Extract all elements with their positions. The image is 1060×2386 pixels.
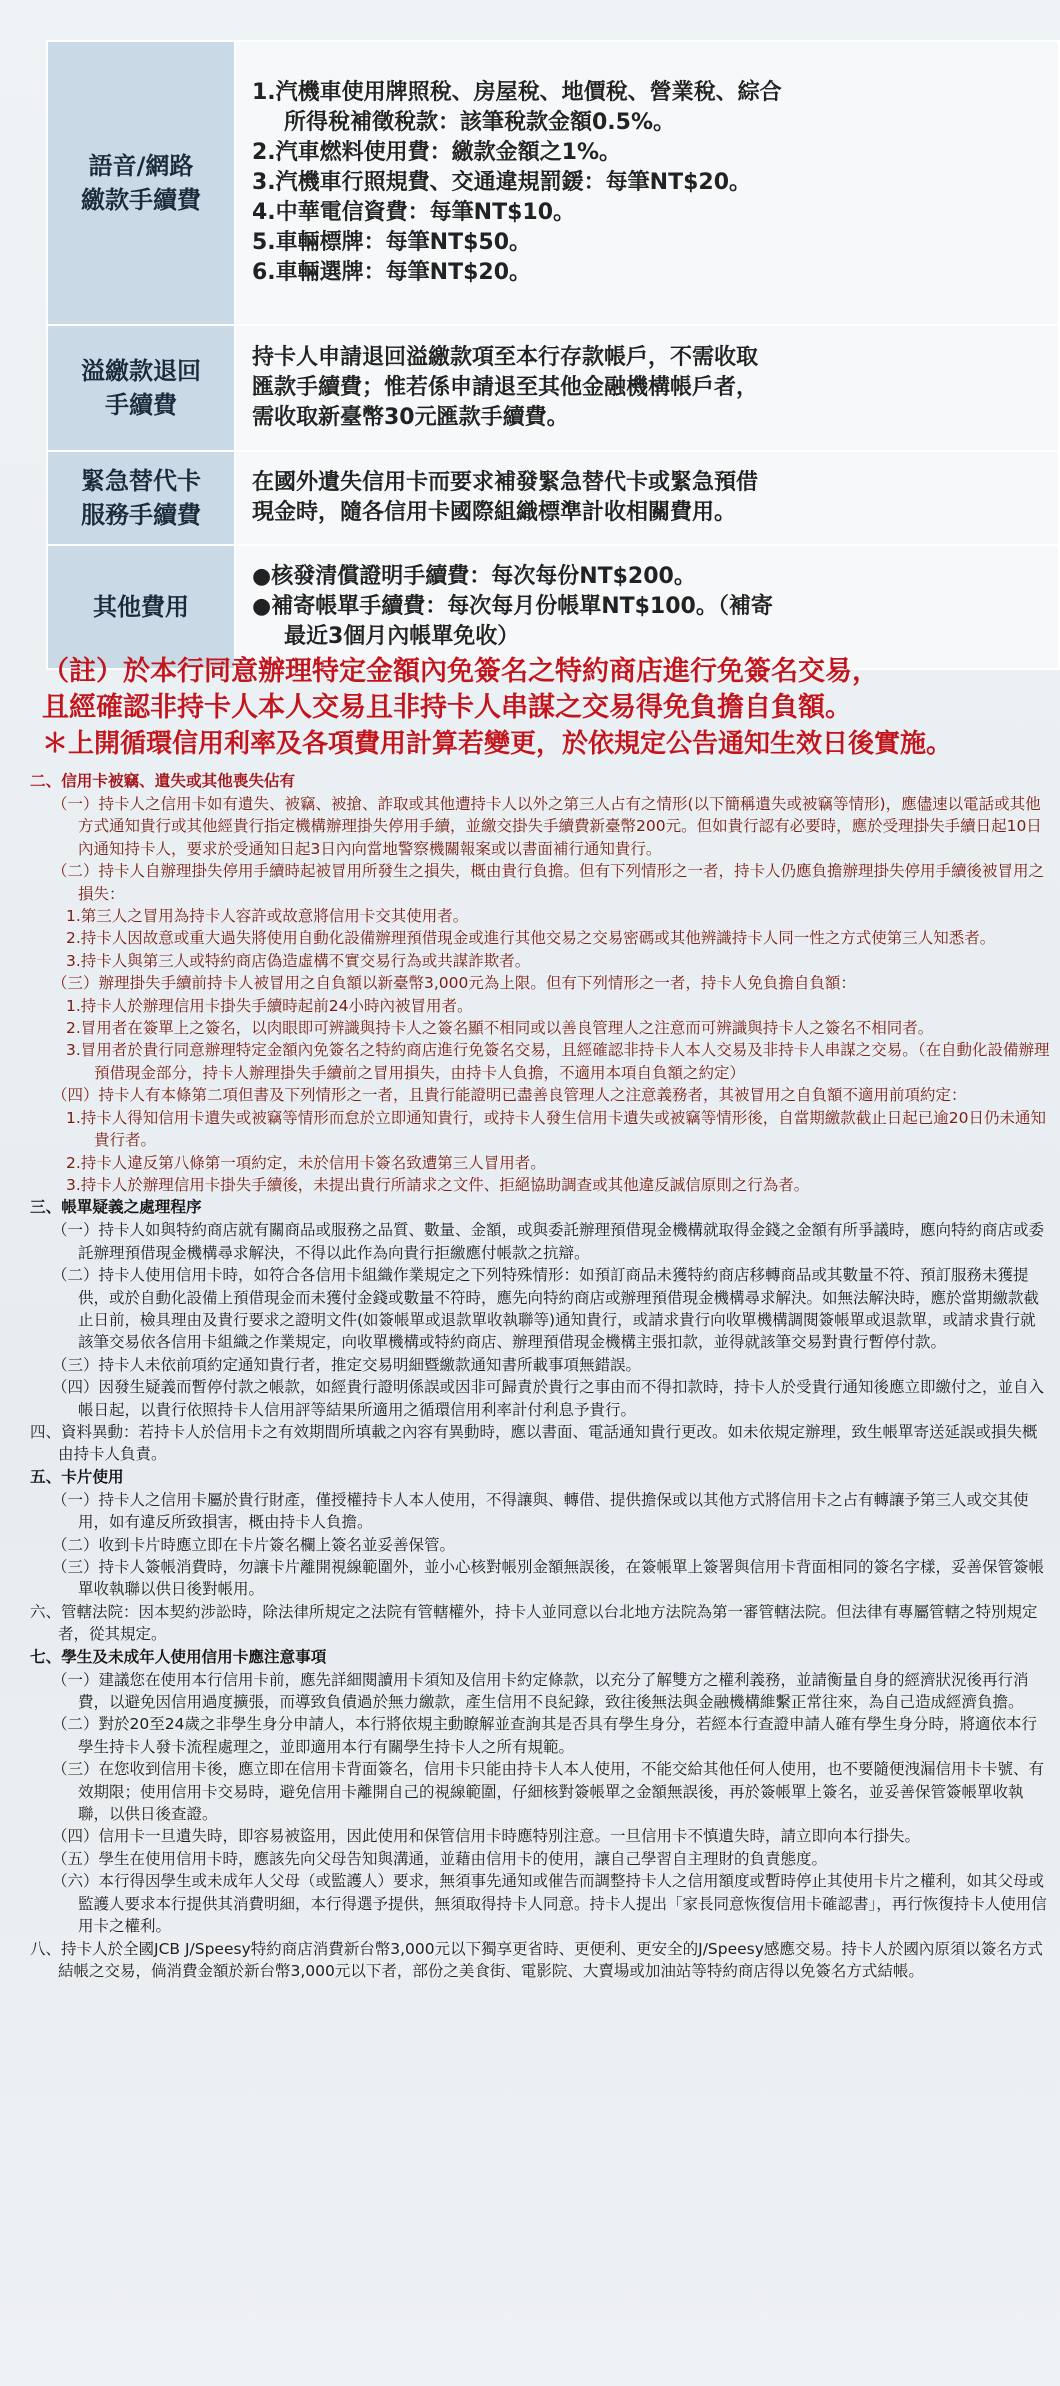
fee-label: 緊急替代卡 服務手續費 [47, 451, 235, 545]
section-data-change: 四、資料異動：若持卡人於信用卡之有效期間所填載之內容有異動時，應以書面、電話通知貴行更改。如未依規定辦理，致生帳單寄送延誤或損失概由持卡人負責。 [30, 1422, 1038, 1464]
term-paragraph: （五）學生在使用信用卡時，應該先向父母告知與溝通，並藉由信用卡的使用，讓自己學習自主理財的負責態度。 [52, 1849, 828, 1868]
term-paragraph: （六）本行得因學生或未成年人父母（或監護人）要求，無須事先通知或催告而調整持卡人之信用額度或暫時停止其使用卡片之權利，如其父母或監護人要求本行提供其消費明細，本行得選予提供，無須取得持卡人同意。持卡人提出「家長同意恢復信用卡確認書」，再行恢復持卡人使用信用卡之權利。 [52, 1872, 1047, 1936]
term-paragraph: （一）持卡人如與特約商店就有關商品或服務之品質、數量、金額，或與委託辦理預借現金機構就取得金錢之金額有所爭議時，應向特約商店或委託辦理預借現金機構尋求解決，不得以此作為向貴行拒繳應付帳款之抗辯。 [52, 1221, 1045, 1262]
term-paragraph: （一）建議您在使用本行信用卡前，應先詳細閱讀用卡須知及信用卡約定條款，以充分了解雙方之權利義務，並請衡量自身的經濟狀況後再行消費，以避免因信用過度擴張，而導致負債過於無力繳款，產生信用不良紀錄，致往後無法與金融機構維繫正常往來，為自己造成經濟負擔。 [52, 1670, 1029, 1712]
term-subitem: 1.第三人之冒用為持卡人容許或故意將信用卡交其使用者。 [66, 907, 469, 926]
term-subitem: 3.持卡人與第三人或特約商店偽造虛構不實交易行為或共謀詐欺者。 [66, 951, 531, 970]
term-paragraph: （四）持卡人有本條第二項但書及下列情形之一者，且貴行能證明已盡善良管理人之注意義務者，其被冒用之自負額不適用前項約定： [52, 1086, 967, 1105]
term-paragraph: （四）因發生疑義而暫停付款之帳款，如經貴行證明係誤或因非可歸責於貴行之事由而不得扣款時，持卡人於受貴行通知後應立即繳付之，並自入帳日起，以貴行依照持卡人信用評等結果所適用之循環信用利率計付利息予貴行。 [52, 1378, 1045, 1419]
section-title: 七、學生及未成年人使用信用卡應注意事項 [30, 1647, 327, 1666]
term-paragraph: （一）持卡人之信用卡屬於貴行財產，僅授權持卡人本人使用，不得讓與、轉借、提供擔保或以其他方式將信用卡之占有轉讓予第三人或交其使用，如有違反所致損害，概由持卡人負擔。 [52, 1490, 1029, 1532]
term-subitem: 3.冒用者於貴行同意辦理特定金額內免簽名之特約商店進行免簽名交易，且經確認非持卡人本人交易及非持卡人串謀之交易。（在自動化設備辦理預借現金部分，持卡人辦理掛失手續前之冒用損失，由持卡人負擔，不適用本項自負額之約定） [66, 1041, 1050, 1082]
fee-value: 在國外遺失信用卡而要求補發緊急替代卡或緊急預借 現金時，隨各信用卡國際組織標準計收相關費用。 [235, 451, 1059, 545]
fee-notes [42, 654, 1052, 762]
term-subitem: 2.冒用者在簽單上之簽名，以肉眼即可辨識與持卡人之簽名顯不相同或以善良管理人之注意而可辨識與持卡人之簽名不相同者。 [66, 1019, 934, 1038]
section-title: 三、帳單疑義之處理程序 [30, 1198, 202, 1217]
note-line-1: （註）於本行同意辦理特定金額內免簽名之特約商店進行免簽名交易， [42, 656, 879, 687]
fee-label: 其他費用 [47, 545, 235, 669]
term-paragraph: （二）收到卡片時應立即在卡片簽名欄上簽名並妥善保管。 [52, 1535, 456, 1554]
fee-row-emergency-card [47, 451, 1059, 545]
term-paragraph: （二）持卡人自辦理掛失停用手續時起被冒用所發生之損失，概由貴行負擔。但有下列情形之一者，持卡人仍應負擔辦理掛失停用手續後被冒用之損失： [52, 862, 1045, 903]
term-paragraph: （一）持卡人之信用卡如有遺失、被竊、被搶、詐取或其他遭持卡人以外之第三人占有之情形(以下簡稱遺失或被竊等情形)，應儘速以電話或其他方式通知貴行或其他經貴行指定機構辦理掛失停用手續，並繳交掛失手續費新臺幣200元。但如貴行認有必要時，應於受理掛失手續日起10日內通知持卡人，要求於受通知日起3日內向當地警察機關報案或以書面補行通知貴行。 [52, 795, 1042, 858]
section-jurisdiction: 六、管轄法院：因本契約涉訟時，除法律所規定之法院有管轄權外，持卡人並同意以台北地方法院為第一審管轄法院。但法律有專屬管轄之特別規定者，從其規定。 [30, 1602, 1038, 1644]
fee-label: 語音/網路 繳款手續費 [47, 41, 235, 325]
term-subitem: 2.持卡人違反第八條第一項約定，未於信用卡簽名致遭第三人冒用者。 [66, 1153, 546, 1172]
terms-body [30, 770, 1050, 1982]
note-line-3: ＊上開循環信用利率及各項費用計算若變更，於依規定公告通知生效日後實施。 [42, 729, 953, 759]
term-paragraph: （三）在您收到信用卡後，應立即在信用卡背面簽名，信用卡只能由持卡人本人使用，不能交給其他任何人使用，也不要隨便洩漏信用卡卡號、有效期限；使用信用卡交易時，避免信用卡離開自己的視線範圍，仔細核對簽帳單之金額無誤後，再於簽帳單上簽名，並妥善保管簽帳單收執聯，以供日後查證。 [52, 1760, 1045, 1824]
fee-value: ●核發清償證明手續費：每次每份NT$200。 ●補寄帳單手續費：每次每月份帳單NT$100。（補寄 最近3個月內帳單免收） [235, 545, 1059, 669]
section-jcb-speedy: 八、持卡人於全國JCB J/Speesy特約商店消費新台幣3,000元以下獨享更省時、更便利、更安全的J/Speesy感應交易。持卡人於國內原須以簽名方式結帳之交易，倘消費金額於新台幣3,000元以下者，部份之美食街、電影院、大賣場或加油站等特約商店得以免簽名方式結帳。 [30, 1939, 1043, 1980]
fee-value: 持卡人申請退回溢繳款項至本行存款帳戶，不需收取 匯款手續費；惟若係申請退至其他金融機構帳戶者， 需收取新臺幣30元匯款手續費。 [235, 325, 1059, 451]
note-line-2: 且經確認非持卡人本人交易且非持卡人串謀之交易得免負擔自負額。 [42, 692, 852, 723]
fee-label: 溢繳款退回 手續費 [47, 325, 235, 451]
fee-row-other-fees [47, 545, 1059, 669]
fee-row-voice-payment [47, 41, 1059, 325]
fee-row-overpayment-refund [47, 325, 1059, 451]
term-subitem: 1.持卡人於辦理信用卡掛失手續時起前24小時內被冒用者。 [66, 996, 473, 1015]
term-subitem: 2.持卡人因故意或重大過失將使用自動化設備辦理預借現金或進行其他交易之交易密碼或其他辨識持卡人同一性之方式使第三人知悉者。 [66, 929, 996, 948]
term-paragraph: （三）持卡人未依前項約定通知貴行者，推定交易明細暨繳款通知書所載事項無錯誤。 [52, 1355, 642, 1374]
term-paragraph: （三）辦理掛失手續前持卡人被冒用之自負額以新臺幣3,000元為上限。但有下列情形之一者，持卡人免負擔自負額： [52, 974, 856, 993]
term-paragraph: （二）持卡人使用信用卡時，如符合各信用卡組織作業規定之下列特殊情形：如預訂商品未獲特約商店移轉商品或其數量不符、預訂服務未獲提供，或於自動化設備上預借現金而未獲付金錢或數量不符時，應先向特約商店或辦理預借現金機構尋求解決。如無法解決時，應於當期繳款截止日前，檢具理由及貴行要求之證明文件(如簽帳單或退款單收執聯等)通知貴行，或請求貴行向收單機構調閱簽帳單或退款單，或請求貴行就該筆交易依各信用卡組織之作業規定，向收單機構或特約商店、辦理預借現金機構主張扣款，並得就該筆交易對貴行暫停付款。 [52, 1266, 1040, 1352]
term-subitem: 3.持卡人於辦理信用卡掛失手續後，未提出貴行所請求之文件、拒絕協助調查或其他違反誠信原則之行為者。 [66, 1175, 810, 1194]
term-paragraph: （三）持卡人簽帳消費時，勿讓卡片離開視線範圍外，並小心核對帳別金額無誤後，在簽帳單上簽署與信用卡背面相同的簽名字樣，妥善保管簽帳單收執聯以供日後對帳用。 [52, 1558, 1045, 1599]
term-subitem: 1.持卡人得知信用卡遺失或被竊等情形而怠於立即通知貴行，或持卡人發生信用卡遺失或被竊等情形後，自當期繳款截止日起已逾20日仍未通知貴行者。 [66, 1108, 1047, 1150]
section-title: 五、卡片使用 [30, 1467, 124, 1486]
term-paragraph: （四）信用卡一旦遺失時，即容易被盜用，因此使用和保管信用卡時應特別注意。一旦信用卡不慎遺失時，請立即向本行掛失。 [52, 1827, 921, 1846]
fee-table [46, 40, 1060, 670]
section-title: 二、信用卡被竊、遺失或其他喪失佔有 [30, 772, 296, 790]
fee-value: 1.汽機車使用牌照稅、房屋稅、地價稅、營業稅、綜合 所得稅補徵稅款：該筆稅款金額0.5%。 2.汽車燃料使用費：繳款金額之1%。 3.汽機車行照規費、交通違規罰鍰：每筆NT$20。 4.中華電信資費：每筆NT$10。 5.車輛標牌：每筆NT$50。 6.車輛選牌：每筆NT$20。 [235, 41, 1059, 325]
term-paragraph: （二）對於20至24歲之非學生身分申請人，本行將依規主動瞭解並查詢其是否具有學生身分，若經本行查證申請人確有學生身分時，將適依本行學生持卡人發卡流程處理之，並即適用本行有關學生持卡人之所有規範。 [52, 1715, 1037, 1756]
